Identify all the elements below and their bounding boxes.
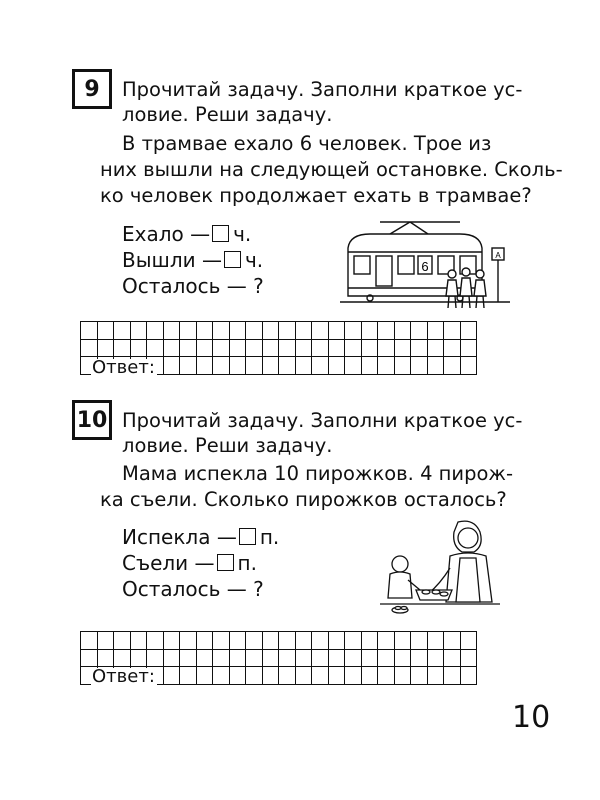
grid-cell[interactable] [460,667,477,685]
grid-cell[interactable] [427,357,444,375]
grid-cell[interactable] [97,339,114,357]
grid-cell[interactable] [81,339,98,357]
grid-cell[interactable] [246,357,263,375]
grid-cell[interactable] [81,632,98,650]
grid-cell[interactable] [345,339,362,357]
grid-cell[interactable] [180,667,197,685]
task-10-problem-line-2: ка съели. Сколько пирожков осталось? [100,488,507,511]
grid-cell[interactable] [312,357,329,375]
grid-cell[interactable] [361,339,378,357]
grid-cell[interactable] [279,322,296,340]
grid-cell[interactable] [262,322,279,340]
grid-cell[interactable] [97,632,114,650]
condition-unit: ч. [244,248,264,272]
task-10-number: 10 [76,407,108,433]
task-9-answer-label: Ответ: [92,357,155,378]
condition-label: Съели — [122,551,215,575]
grid-cell[interactable] [163,667,180,685]
grid-cell[interactable] [180,339,197,357]
grid-cell[interactable] [328,667,345,685]
grid-cell[interactable] [147,322,164,340]
grid-cell[interactable] [196,649,213,667]
grid-cell[interactable] [262,357,279,375]
grid-cell[interactable] [229,322,246,340]
task-10-condition-remaining [122,576,264,602]
grid-cell[interactable] [394,667,411,685]
grid-cell[interactable] [444,667,461,685]
answer-box[interactable] [239,528,256,545]
task-10-instruction-line-2: ловие. Реши задачу. [122,434,333,457]
task-10-answer-label: Ответ: [92,666,155,687]
grid-cell[interactable] [180,357,197,375]
grid-cell[interactable] [411,649,428,667]
grid-cell[interactable] [378,649,395,667]
grid-cell[interactable] [345,322,362,340]
grid-cell[interactable] [328,649,345,667]
grid-cell[interactable] [213,322,230,340]
passenger-body [446,280,458,296]
grid-cell[interactable] [295,339,312,357]
grid-cell[interactable] [147,649,164,667]
page-number: 10 [512,700,551,735]
task-9-condition-remaining [122,273,264,299]
task-10-condition-eaten [122,550,257,576]
passenger-body [474,280,486,296]
grid-cell[interactable] [279,667,296,685]
grid-cell[interactable] [328,322,345,340]
task-9-problem-line-2: них вышли на следующей остановке. Сколь- [100,158,563,181]
pie [401,607,407,610]
passenger-body [460,278,472,296]
grid-cell[interactable] [213,632,230,650]
grid-cell[interactable] [196,322,213,340]
grid-cell[interactable] [114,632,131,650]
grid-cell[interactable] [361,649,378,667]
grid-cell[interactable] [345,632,362,650]
grid-cell[interactable] [180,632,197,650]
grid-cell[interactable] [196,357,213,375]
grid-cell[interactable] [147,339,164,357]
tram-illustration [340,218,510,318]
pantograph-right [410,222,428,234]
grid-cell[interactable] [312,649,329,667]
grid-cell[interactable] [295,632,312,650]
grid-cell[interactable] [444,339,461,357]
pie [422,590,430,594]
task-9-number: 9 [84,76,100,102]
condition-unit: п. [259,525,280,549]
grid-cell[interactable] [97,649,114,667]
grid-cell[interactable] [328,339,345,357]
grid-cell[interactable] [229,632,246,650]
grid-cell[interactable] [427,632,444,650]
grid-cell[interactable] [378,339,395,357]
grid-cell[interactable] [163,322,180,340]
grid-cell[interactable] [460,632,477,650]
grid-cell[interactable] [427,667,444,685]
grid-cell[interactable] [427,339,444,357]
grid-cell[interactable] [196,632,213,650]
grid-cell[interactable] [444,322,461,340]
pie [440,592,448,596]
grid-cell[interactable] [378,322,395,340]
grid-cell[interactable] [295,322,312,340]
condition-label: Вышли — [122,248,222,272]
grid-cell[interactable] [130,649,147,667]
mother-child-illustration [380,518,500,618]
grid-cell[interactable] [114,339,131,357]
grid-cell[interactable] [312,339,329,357]
pie [432,590,440,594]
grid-cell[interactable] [361,667,378,685]
grid-cell[interactable] [279,357,296,375]
grid-cell[interactable] [163,632,180,650]
answer-box[interactable] [224,251,241,268]
grid-cell[interactable] [394,632,411,650]
stop-sign-letter: A [495,251,501,260]
grid-cell[interactable] [246,649,263,667]
grid-cell[interactable] [147,632,164,650]
passenger-head [462,268,470,276]
task-9-problem-line-3: ко человек продолжает ехать в трамвае? [100,184,532,207]
grid-cell[interactable] [262,667,279,685]
grid-cell[interactable] [180,649,197,667]
grid-cell[interactable] [378,667,395,685]
grid-cell[interactable] [444,649,461,667]
grid-cell[interactable] [81,649,98,667]
task-9-instruction-line-1: Прочитай задачу. Заполни краткое ус- [122,78,523,101]
grid-cell[interactable] [444,632,461,650]
grid-cell[interactable] [229,339,246,357]
passenger-head [476,270,484,278]
grid-cell[interactable] [444,357,461,375]
mother-head [458,528,478,548]
grid-cell[interactable] [295,649,312,667]
grid-cell[interactable] [130,339,147,357]
grid-cell[interactable] [345,357,362,375]
grid-cell[interactable] [246,667,263,685]
condition-label: Ехало — [122,222,211,246]
condition-unit: ч. [233,222,252,246]
task-9-condition-rode [122,221,251,247]
grid-cell[interactable] [262,649,279,667]
grid-cell[interactable] [361,632,378,650]
answer-box[interactable] [212,225,229,242]
pantograph-left [390,222,410,234]
grid-cell[interactable] [460,322,477,340]
grid-cell[interactable] [295,357,312,375]
grid-cell[interactable] [196,339,213,357]
grid-cell[interactable] [378,357,395,375]
tram-number: 6 [421,259,429,274]
grid-cell[interactable] [246,632,263,650]
grid-cell[interactable] [394,322,411,340]
task-10-instruction-line-1: Прочитай задачу. Заполни краткое ус- [122,409,523,432]
grid-cell[interactable] [163,357,180,375]
grid-cell[interactable] [345,649,362,667]
grid-cell[interactable] [114,322,131,340]
grid-cell[interactable] [262,632,279,650]
grid-cell[interactable] [229,649,246,667]
passenger-head [448,270,456,278]
condition-label: Испекла — [122,525,237,549]
child-head [392,556,408,572]
condition-unit: п. [237,551,257,575]
task-9-condition-left [122,247,263,273]
grid-cell[interactable] [246,322,263,340]
grid-cell[interactable] [460,649,477,667]
grid-cell[interactable] [213,667,230,685]
grid-cell[interactable] [114,649,131,667]
grid-cell[interactable] [213,339,230,357]
condition-label: Осталось — ? [122,274,264,298]
grid-cell[interactable] [361,322,378,340]
grid-cell[interactable] [279,339,296,357]
grid-cell[interactable] [229,357,246,375]
grid-cell[interactable] [378,632,395,650]
grid-cell[interactable] [411,339,428,357]
grid-cell[interactable] [130,632,147,650]
answer-box[interactable] [217,554,234,571]
grid-cell[interactable] [295,667,312,685]
grid-cell[interactable] [163,339,180,357]
task-9-instruction-line-2: ловие. Реши задачу. [122,103,333,126]
grid-cell[interactable] [411,667,428,685]
task-9-number-box [72,69,112,109]
grid-cell[interactable] [460,357,477,375]
grid-cell[interactable] [361,357,378,375]
task-10-number-box [72,400,112,440]
grid-cell[interactable] [229,667,246,685]
grid-cell[interactable] [130,322,147,340]
condition-label: Осталось — ? [122,577,264,601]
grid-cell[interactable] [411,632,428,650]
grid-cell[interactable] [411,322,428,340]
grid-cell[interactable] [312,322,329,340]
grid-cell[interactable] [180,322,197,340]
grid-cell[interactable] [394,339,411,357]
grid-cell[interactable] [328,357,345,375]
grid-cell[interactable] [279,649,296,667]
grid-cell[interactable] [279,632,296,650]
grid-cell[interactable] [196,667,213,685]
child-body [388,572,412,598]
pie [395,607,401,610]
grid-cell[interactable] [213,649,230,667]
grid-cell[interactable] [163,649,180,667]
grid-cell[interactable] [411,357,428,375]
grid-cell[interactable] [312,632,329,650]
grid-cell[interactable] [460,339,477,357]
task-10-condition-baked [122,524,279,550]
grid-cell[interactable] [312,667,329,685]
grid-cell[interactable] [262,339,279,357]
grid-cell[interactable] [394,357,411,375]
mother-apron [456,558,480,602]
grid-cell[interactable] [246,339,263,357]
grid-cell[interactable] [427,322,444,340]
grid-cell[interactable] [213,357,230,375]
grid-cell[interactable] [328,632,345,650]
grid-cell[interactable] [97,322,114,340]
task-9-problem-line-1: В трамвае ехало 6 человек. Трое из [122,132,492,155]
grid-cell[interactable] [427,649,444,667]
grid-cell[interactable] [81,322,98,340]
task-10-problem-line-1: Мама испекла 10 пирожков. 4 пирож- [122,462,514,485]
grid-cell[interactable] [345,667,362,685]
grid-cell[interactable] [394,649,411,667]
